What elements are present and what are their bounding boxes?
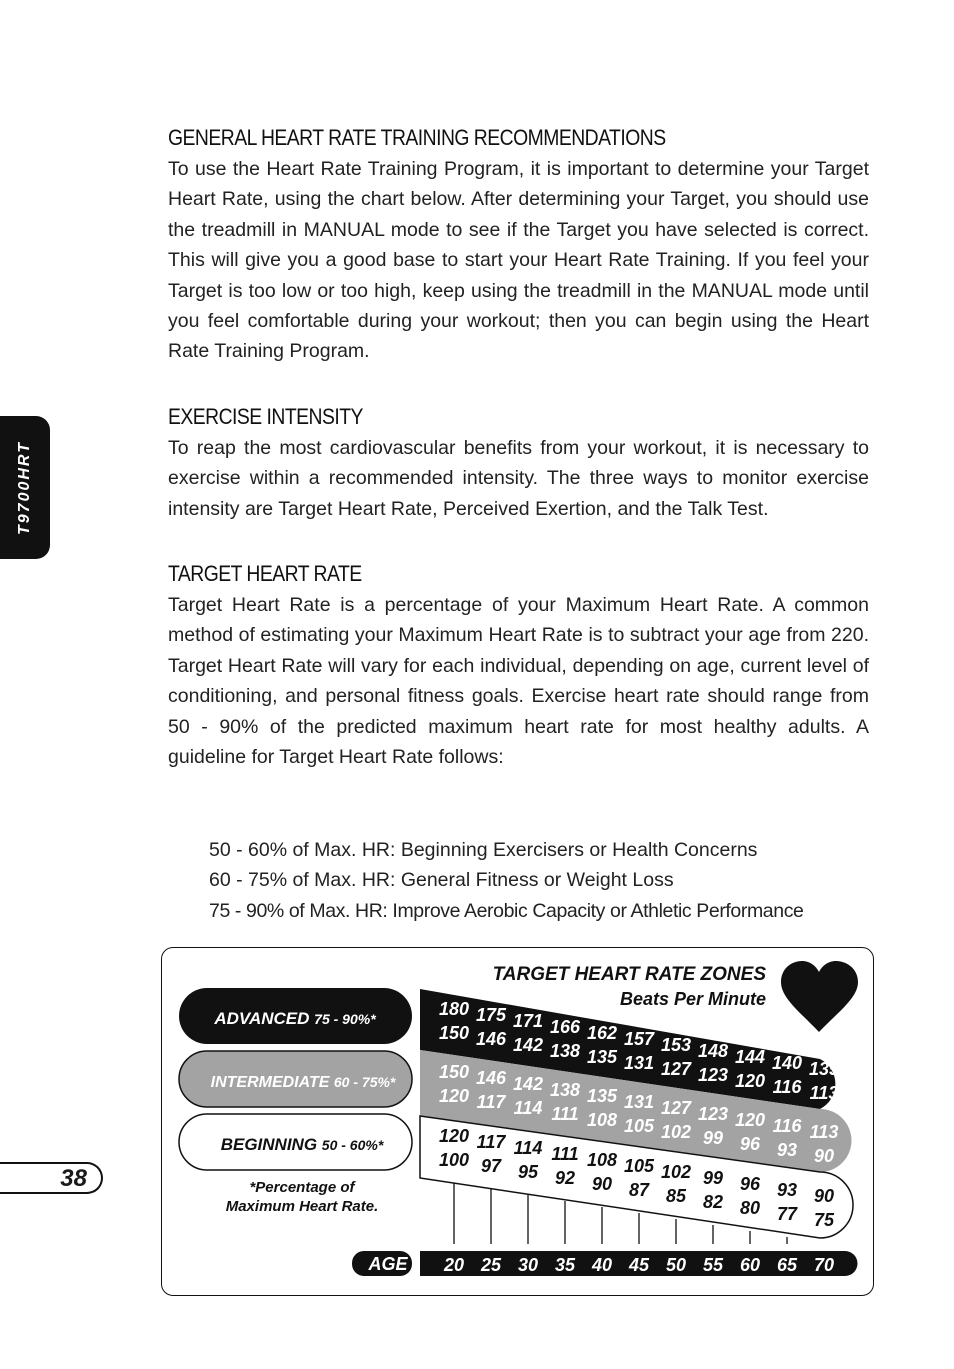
zone-lower-value: 97 — [480, 1156, 502, 1176]
zone-lower-value: 75 — [813, 1210, 835, 1230]
side-tab-label: T9700HRT — [16, 440, 33, 535]
zone-lower-value: 96 — [739, 1134, 761, 1154]
age-tick-label: 20 — [443, 1255, 465, 1275]
age-tick-label: 35 — [554, 1255, 576, 1275]
guideline-item: 75 - 90% of Max. HR: Improve Aerobic Capacity or Athletic Performance — [209, 899, 804, 922]
zone-upper-value: 93 — [776, 1180, 798, 1200]
intermediate-label: INTERMEDIATE 60 - 75%* — [210, 1074, 396, 1091]
zone-upper-value: 171 — [512, 1011, 544, 1031]
zone-lower-value: 138 — [549, 1041, 581, 1061]
age-tick-label: 25 — [480, 1255, 502, 1275]
zone-upper-value: 120 — [438, 1126, 470, 1146]
zone-upper-value: 131 — [623, 1092, 655, 1112]
zone-upper-value: 175 — [475, 1005, 507, 1025]
zone-lower-value: 92 — [554, 1168, 576, 1188]
zone-lower-value: 100 — [438, 1150, 470, 1170]
zone-upper-value: 113 — [809, 1122, 839, 1142]
age-tick-label: 70 — [813, 1255, 835, 1275]
age-tick-label: 30 — [517, 1255, 539, 1275]
zone-upper-value: 114 — [513, 1138, 543, 1158]
zone-lower-value: 131 — [623, 1053, 655, 1073]
zone-lower-value: 142 — [512, 1035, 544, 1055]
zone-lower-value: 127 — [660, 1059, 692, 1079]
zone-upper-value: 111 — [551, 1144, 579, 1164]
zone-lower-value: 77 — [776, 1204, 798, 1224]
zone-lower-value: 113 — [809, 1083, 839, 1103]
zone-lower-value: 135 — [586, 1047, 618, 1067]
zone-lower-value: 120 — [438, 1086, 470, 1106]
zone-upper-value: 144 — [734, 1047, 766, 1067]
zone-upper-value: 96 — [739, 1174, 761, 1194]
zone-upper-value: 123 — [697, 1104, 729, 1124]
zone-lower-value: 93 — [776, 1140, 798, 1160]
beginning-label: BEGINNING 50 - 60%* — [220, 1135, 384, 1154]
chart-title: TARGET HEART RATE ZONES — [492, 964, 766, 985]
age-tick-label: 55 — [702, 1255, 724, 1275]
zone-upper-value: 120 — [734, 1110, 766, 1130]
zone-upper-value: 135 — [808, 1059, 840, 1079]
zone-upper-value: 108 — [586, 1150, 618, 1170]
zone-upper-value: 105 — [623, 1156, 655, 1176]
zone-lower-value: 90 — [591, 1174, 613, 1194]
age-tick-label: 50 — [665, 1255, 687, 1275]
zone-upper-value: 150 — [438, 1062, 470, 1082]
footnote-line-1: *Percentage of — [249, 1179, 355, 1196]
age-tick-label: 65 — [776, 1255, 798, 1275]
section-body: To reap the most cardiovascular benefits from your workout, it is necessary to exercise within a recommended intensity. The three ways to monitor exercise intensity are Target Heart Rate, Perceived Exertion, and the Talk Test. — [168, 437, 869, 520]
zone-upper-value: 127 — [660, 1098, 692, 1118]
zone-upper-value: 102 — [660, 1162, 692, 1182]
zone-upper-value: 146 — [475, 1068, 507, 1088]
zone-lower-value: 111 — [551, 1104, 579, 1124]
zone-upper-value: 140 — [771, 1053, 803, 1073]
age-tick-label: 45 — [628, 1255, 650, 1275]
age-tick-label: 60 — [739, 1255, 761, 1275]
zone-lower-value: 80 — [739, 1198, 761, 1218]
zone-lower-value: 123 — [697, 1065, 729, 1085]
zone-upper-value: 116 — [772, 1116, 802, 1136]
heart-icon — [781, 961, 858, 1032]
zone-upper-value: 138 — [549, 1080, 581, 1100]
age-tick-label: 40 — [591, 1255, 613, 1275]
zone-upper-value: 90 — [813, 1186, 835, 1206]
zone-lower-value: 105 — [623, 1116, 655, 1136]
section-body: Target Heart Rate is a percentage of your Maximum Heart Rate. A common method of estimating your Maximum Heart Rate is to subtract your age from 220. Target Heart Rate will vary for each individual, depending on age, current level of conditioning, and personal fitness goals. Exercise heart rate should range from 50 - 90% of the predicted maximum heart rate for most healthy adults. A guideline for Target Heart Rate follows: — [168, 594, 869, 769]
zone-lower-value: 114 — [513, 1098, 543, 1118]
age-label: AGE — [368, 1254, 408, 1274]
guideline-item: 50 - 60% of Max. HR: Beginning Exercisers or Health Concerns — [209, 839, 758, 861]
zone-upper-value: 142 — [512, 1074, 544, 1094]
zone-upper-value: 117 — [476, 1132, 506, 1152]
section-heading: GENERAL HEART RATE TRAINING RECOMMENDATIONS — [168, 125, 666, 150]
page-number: 38 — [60, 1165, 87, 1192]
zone-lower-value: 102 — [660, 1122, 692, 1142]
chart-subtitle: Beats Per Minute — [619, 989, 766, 1009]
zone-lower-value: 85 — [665, 1186, 687, 1206]
zone-lower-value: 117 — [476, 1092, 506, 1112]
section-heading: TARGET HEART RATE — [168, 561, 362, 586]
zone-upper-value: 153 — [660, 1035, 692, 1055]
zone-upper-value: 180 — [438, 999, 470, 1019]
zone-upper-value: 162 — [586, 1023, 618, 1043]
section-heading: EXERCISE INTENSITY — [168, 404, 363, 429]
zone-lower-value: 116 — [772, 1077, 802, 1097]
zone-lower-value: 120 — [734, 1071, 766, 1091]
zone-lower-value: 90 — [813, 1146, 835, 1166]
advanced-label: ADVANCED 75 - 90%* — [214, 1009, 376, 1028]
zone-lower-value: 150 — [438, 1023, 470, 1043]
zone-lower-value: 82 — [702, 1192, 724, 1212]
zone-upper-value: 99 — [702, 1168, 724, 1188]
guideline-item: 60 - 75% of Max. HR: General Fitness or Weight Loss — [209, 869, 674, 892]
zone-upper-value: 135 — [586, 1086, 618, 1106]
footnote-line-2: Maximum Heart Rate. — [225, 1198, 379, 1215]
zone-upper-value: 148 — [697, 1041, 729, 1061]
zone-lower-value: 95 — [517, 1162, 539, 1182]
zone-lower-value: 146 — [475, 1029, 507, 1049]
zone-upper-value: 157 — [623, 1029, 655, 1049]
section-body: To use the Heart Rate Training Program, it is important to determine your Target Heart Rate, using the chart below. After determining your Target, you should use the treadmill in MANUAL mode to see if the Target you have selected is correct. This will give you a good base to start your Heart Rate Training. If you feel your Target is too low or too high, keep using the treadmill in the MANUAL mode until you feel comfortable during your workout; then you can begin using the Heart Rate Training Program. — [168, 158, 869, 363]
zone-upper-value: 166 — [549, 1017, 581, 1037]
zone-lower-value: 108 — [586, 1110, 618, 1130]
zone-lower-value: 87 — [628, 1180, 650, 1200]
zone-lower-value: 99 — [702, 1128, 724, 1148]
